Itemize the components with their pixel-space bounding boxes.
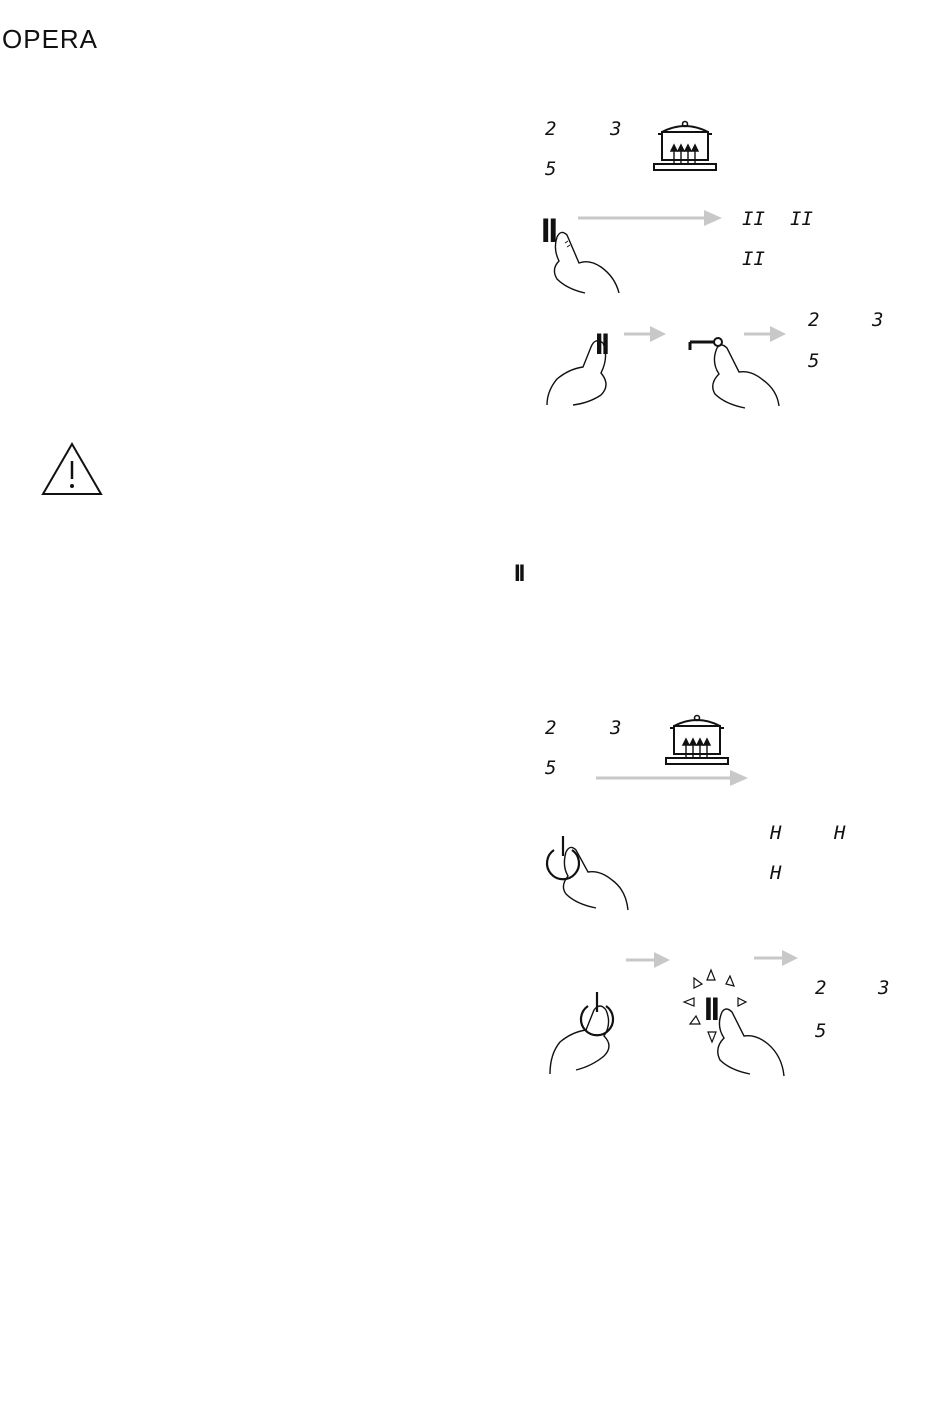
display-value: H [770, 862, 782, 884]
hand-pointer-icon [705, 340, 785, 410]
hand-pointer-icon [712, 1004, 792, 1078]
display-value: 5 [545, 757, 557, 779]
display-value: 2 [545, 717, 557, 739]
lock-symbol: II [541, 212, 556, 250]
arrow-icon [624, 326, 670, 344]
display-value: 2 [545, 118, 557, 140]
brand-logo: OPERA [2, 24, 99, 54]
display-value: II [742, 208, 765, 230]
inline-lock-symbol: II [514, 560, 524, 587]
display-value: 3 [610, 118, 622, 140]
arrow-icon [578, 210, 728, 230]
arrow-icon [754, 950, 802, 968]
display-value: 5 [808, 350, 820, 372]
lock-symbol: II [595, 328, 608, 361]
display-value: II [742, 248, 765, 270]
arrow-icon [626, 952, 674, 970]
power-icon [544, 990, 644, 1078]
display-value: 5 [545, 158, 557, 180]
display-value: 3 [872, 309, 884, 331]
pot-on-hob-icon [650, 118, 720, 176]
arrow-icon [596, 770, 756, 790]
display-value: 3 [610, 717, 622, 739]
lock-symbol: II [704, 991, 718, 1027]
pot-on-hob-icon [662, 712, 732, 770]
arrow-icon [744, 326, 790, 344]
hand-pointer-icon [545, 225, 625, 295]
display-value: 3 [878, 977, 890, 999]
display-value: 2 [815, 977, 827, 999]
display-value: H [770, 822, 782, 844]
display-value: 2 [808, 309, 820, 331]
power-icon [544, 832, 644, 914]
display-value: 5 [815, 1020, 827, 1042]
display-value: H [834, 822, 846, 844]
display-value: II [790, 208, 813, 230]
warning-triangle-icon [40, 441, 104, 497]
hand-pointer-icon [543, 335, 623, 407]
